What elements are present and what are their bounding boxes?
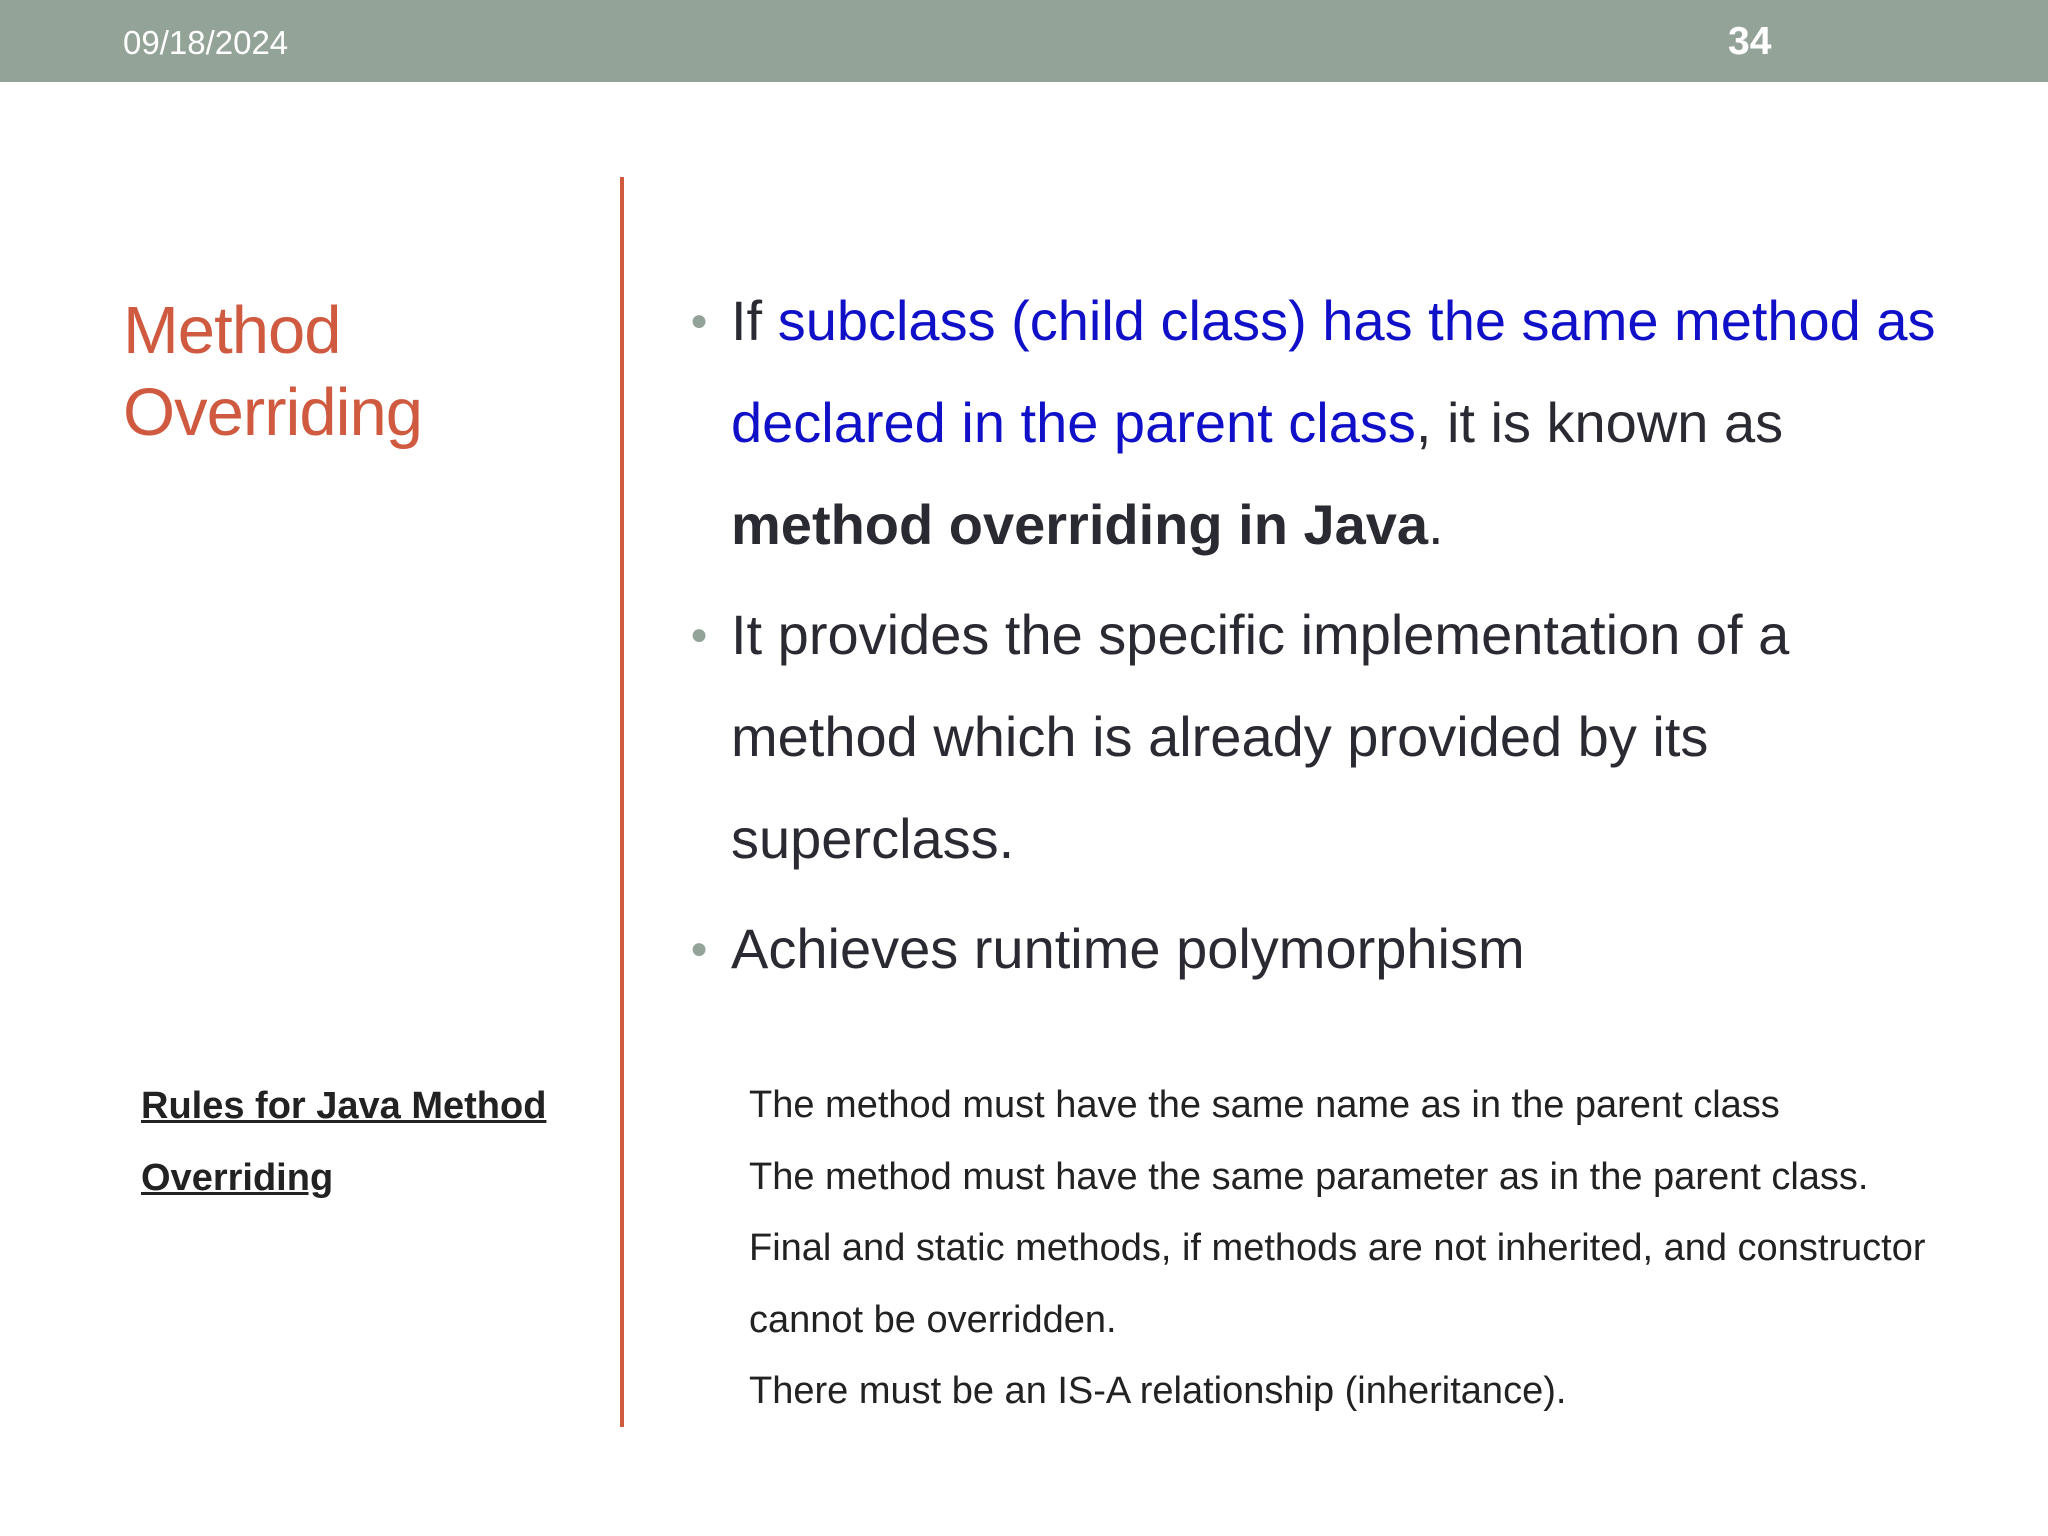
bullet-text-prefix: If [731, 289, 778, 352]
rule-item: Final and static methods, if methods are not inherited, and constructor cannot be overridden. [749, 1227, 1926, 1341]
slide-number: 34 [1728, 20, 1772, 63]
rule-item: There must be an IS-A relationship (inheritance). [749, 1370, 1567, 1412]
bullet-dot-icon: ● [690, 304, 709, 337]
bullet-dot-icon: ● [690, 618, 709, 651]
header-bar [0, 0, 2048, 82]
bullet-text: Achieves runtime polymorphism [731, 917, 1525, 980]
vertical-divider [620, 177, 624, 1427]
bullet-item-definition [690, 270, 1980, 576]
bullet-list [690, 270, 1980, 1008]
slide-date: 09/18/2024 [123, 24, 289, 61]
rules-heading: Rules for Java Method Overriding [141, 1085, 547, 1199]
slide-title-line-2: Overriding [123, 375, 423, 450]
rule-item: The method must have the same name as in the parent class [749, 1084, 1780, 1126]
bullet-text-middle: , it is known as [1415, 391, 1784, 454]
bullet-text-bold: method overriding in Java [731, 493, 1429, 556]
bullet-text-highlight: subclass (child class) has the same method as declared in the parent class [731, 289, 1936, 454]
bullet-item-polymorphism [690, 898, 1980, 1000]
slide-title [123, 290, 422, 454]
bullet-dot-icon: ● [690, 932, 709, 965]
bullet-text-suffix: . [1428, 493, 1444, 556]
rules-list [749, 1070, 1929, 1428]
rule-item: The method must have the same parameter as in the parent class. [749, 1155, 1869, 1198]
bullet-item-implementation [690, 584, 1980, 890]
bullet-text: It provides the specific implementation of a method which is already provided by its superclass. [731, 603, 1790, 870]
slide-title-line-1: Method [123, 293, 341, 368]
